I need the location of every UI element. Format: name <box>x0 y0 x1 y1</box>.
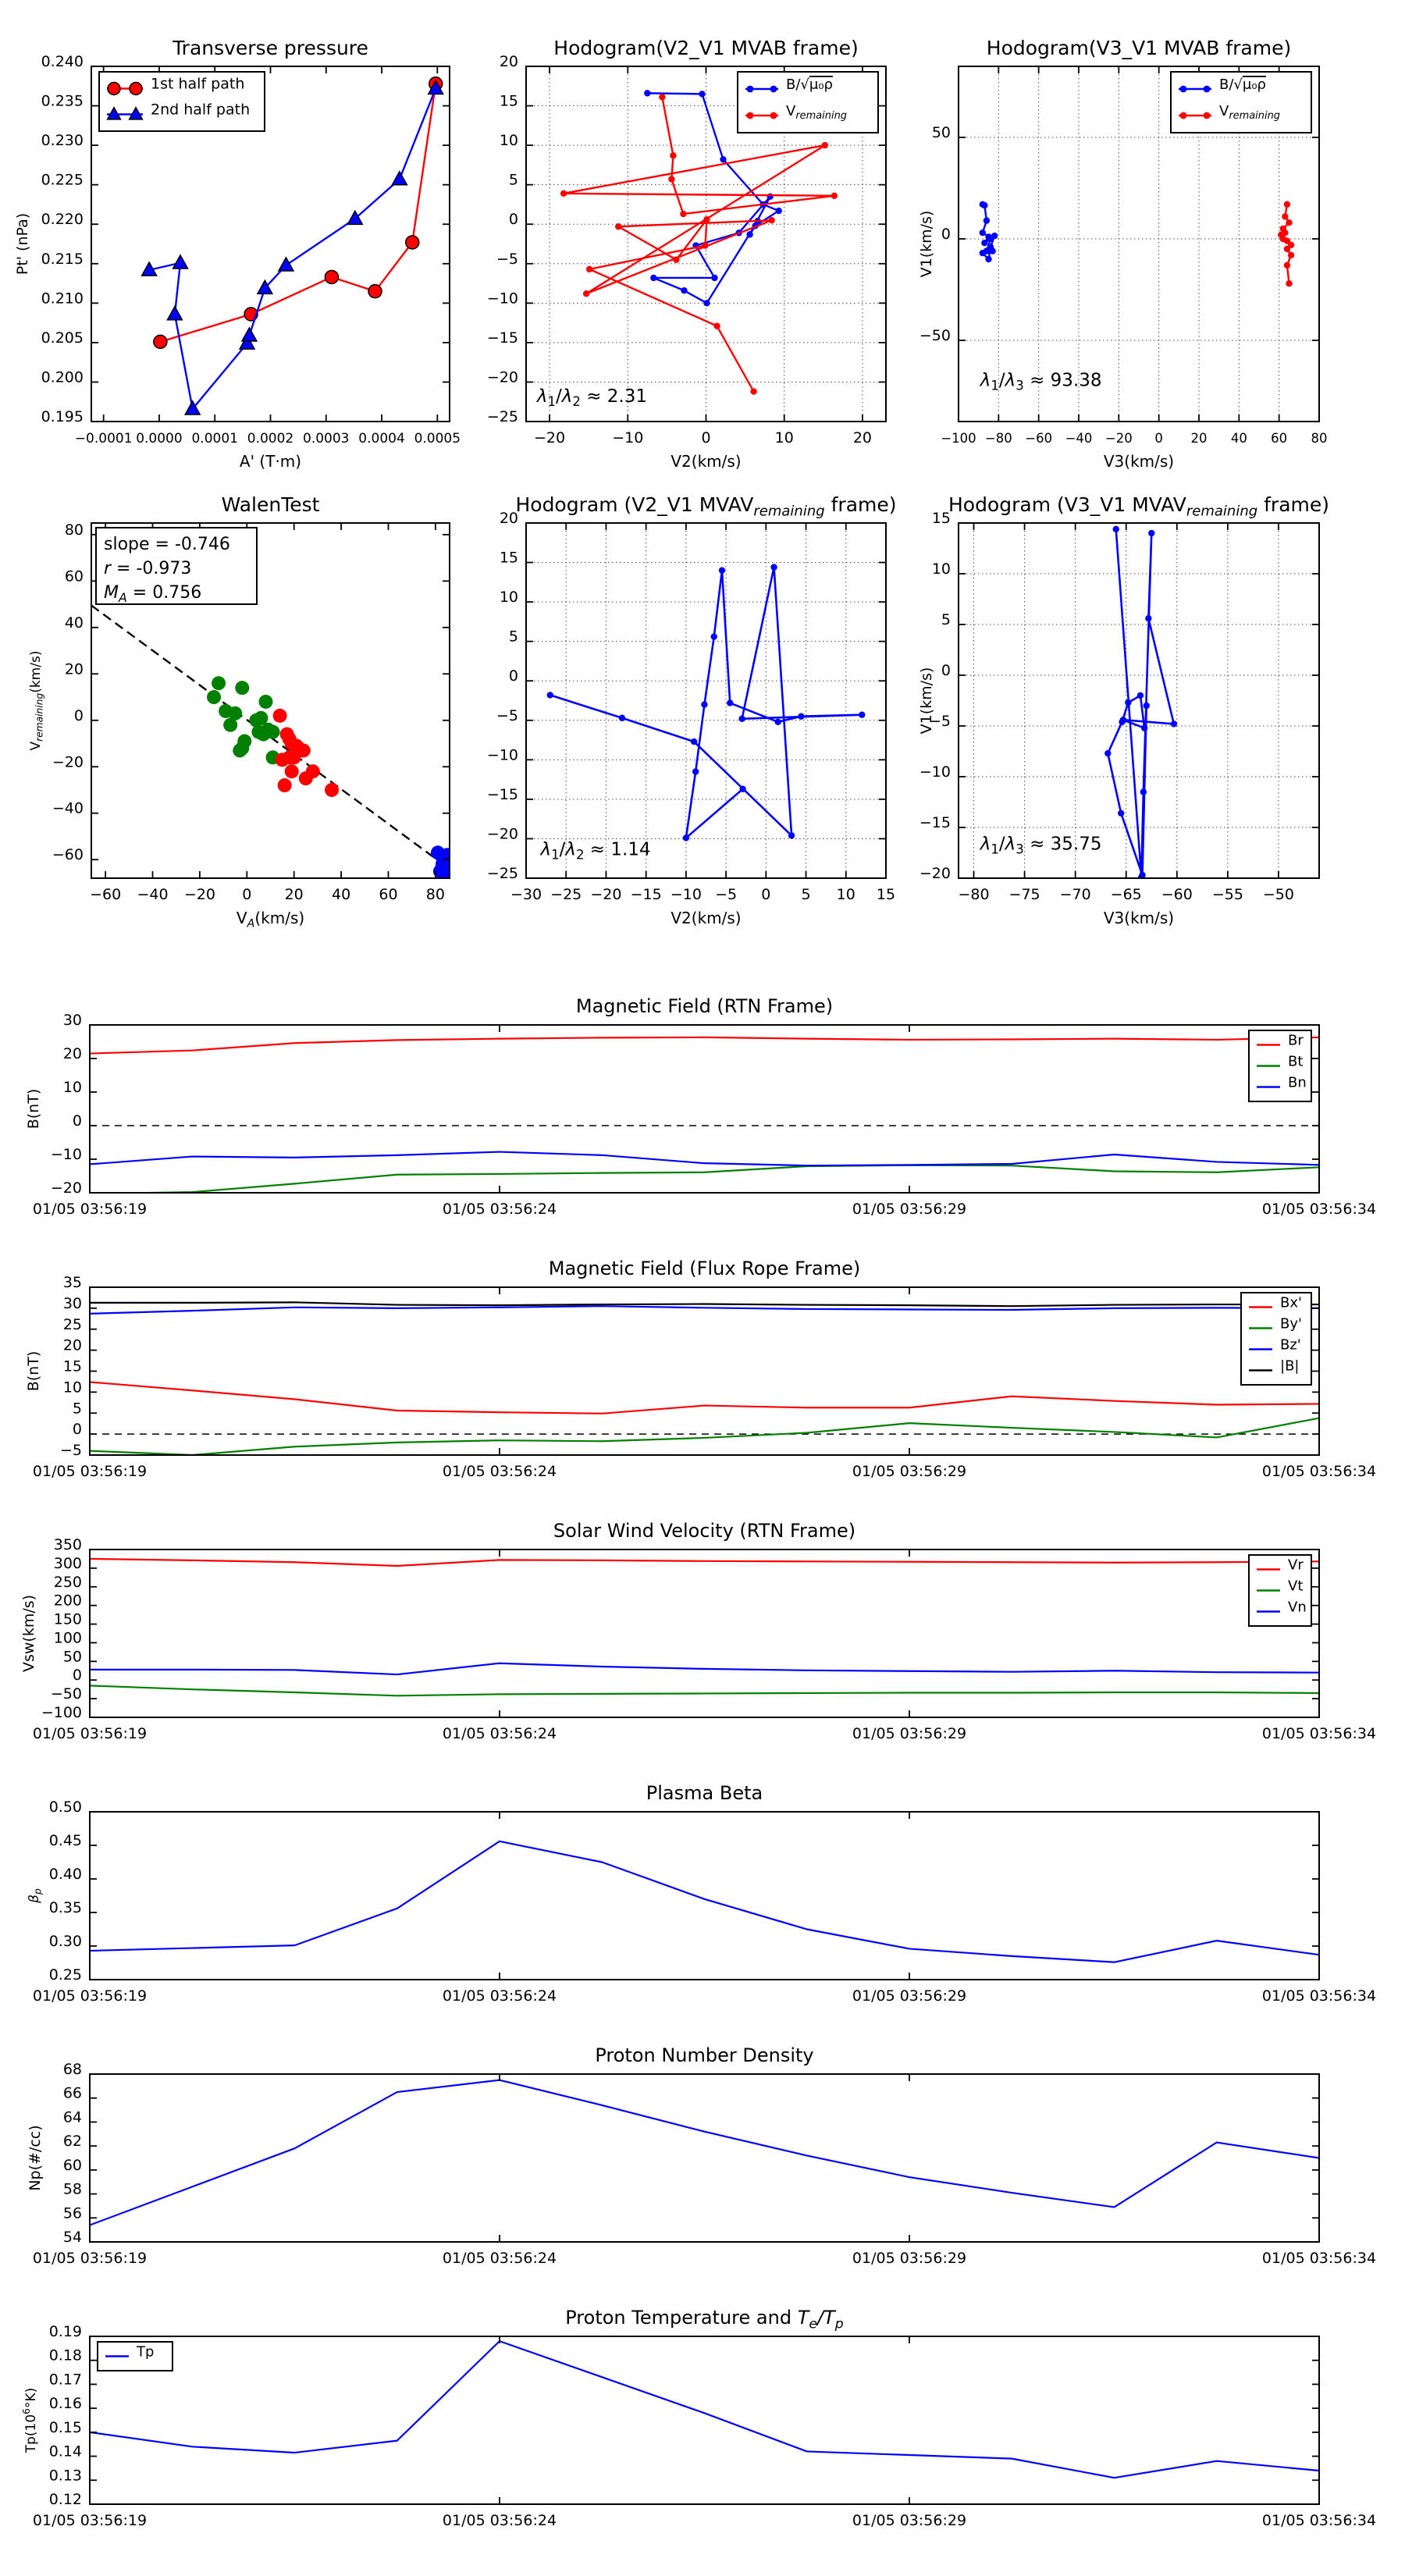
chart-title: WalenTest <box>221 493 320 516</box>
legend-label: Tp <box>137 2343 155 2361</box>
legend-label: $V_{remaining}$ <box>1219 103 1281 122</box>
y-tick-label: 0 <box>72 1667 82 1685</box>
series-Br <box>90 1037 1319 1054</box>
y-tick-label: 20 <box>499 510 518 527</box>
chart-title: Hodogram (V3_V1 $MVAV_{remaining}$ frame) <box>948 493 1330 520</box>
y-tick-label: 56 <box>62 2204 82 2222</box>
plot-hodogram-v3v1-mvab <box>919 37 1328 471</box>
x-tick-label: −40 <box>137 886 169 903</box>
legend <box>98 2342 173 2371</box>
chart-title: Transverse pressure <box>173 37 368 59</box>
x-tick-label: −15 <box>630 886 662 903</box>
y-tick-label: 64 <box>62 2108 82 2126</box>
y-tick-label: 0.14 <box>48 2443 82 2460</box>
series-Vn <box>90 1663 1319 1674</box>
plot-ts-vsw <box>20 1520 1376 1742</box>
y-tick-label: 20 <box>62 1336 82 1354</box>
legend-label: |B| <box>1280 1357 1300 1375</box>
y-tick-label: 30 <box>62 1012 82 1029</box>
y-tick-label: 5 <box>72 1400 82 1418</box>
y-axis-label: B(nT) <box>25 1350 42 1392</box>
y-tick-label: 0.230 <box>41 132 84 150</box>
chart-title: Magnetic Field (Flux Rope Frame) <box>548 1258 861 1279</box>
plot-ts-beta <box>27 1782 1376 2005</box>
y-tick-label: −25 <box>486 865 518 882</box>
legend <box>1171 72 1311 133</box>
x-tick-label: −80 <box>958 886 990 903</box>
x-tick-label: −30 <box>510 886 542 903</box>
x-tick-label: 01/05 03:56:29 <box>852 1725 967 1742</box>
y-tick-label: 10 <box>499 589 518 607</box>
x-tick-label: −20 <box>534 429 566 447</box>
y-tick-label: 0.235 <box>41 92 84 110</box>
axes-frame <box>90 1812 1319 1980</box>
ticks <box>33 2323 1376 2529</box>
axes-frame <box>526 523 886 878</box>
series-Np <box>90 2080 1319 2226</box>
y-axis-label: $\beta_p$ <box>27 1888 44 1903</box>
series-Tp <box>90 2341 1319 2478</box>
x-tick-label: 80 <box>425 886 445 903</box>
chart-title: Solar Wind Velocity (RTN Frame) <box>553 1520 856 1542</box>
axes-frame <box>90 1287 1319 1455</box>
x-tick-label: −0.0001 <box>74 431 133 447</box>
y-tick-label: −15 <box>486 785 518 803</box>
legend-label: Bz' <box>1280 1336 1301 1354</box>
series-B-mag <box>90 1302 1319 1306</box>
annotation: $\lambda_1/\lambda_3 \approx 35.75$ <box>980 834 1102 857</box>
legend-label: Bt <box>1288 1053 1304 1070</box>
y-tick-label: 0 <box>73 706 84 724</box>
x-tick-label: 01/05 03:56:19 <box>32 1725 148 1742</box>
legend-label: $V_{remaining}$ <box>786 103 848 122</box>
y-tick-label: 30 <box>62 1294 82 1312</box>
plot-ts-tp <box>21 2307 1376 2529</box>
x-tick-label: 01/05 03:56:19 <box>32 2250 148 2267</box>
y-tick-label: 5 <box>508 628 518 646</box>
y-tick-label: −20 <box>919 865 951 882</box>
legend-label: B/√μ₀ρ <box>1219 76 1266 93</box>
y-tick-label: 0.215 <box>41 250 84 268</box>
x-tick-label: 01/05 03:56:24 <box>442 1725 557 1742</box>
y-tick-label: −40 <box>52 799 84 817</box>
x-tick-label: −25 <box>550 886 582 903</box>
x-axis-label: V3(km/s) <box>1103 452 1175 471</box>
x-tick-label: 5 <box>801 886 811 903</box>
x-tick-label: 0.0001 <box>191 431 238 447</box>
legend-label: By' <box>1280 1315 1302 1332</box>
x-tick-label: 01/05 03:56:19 <box>32 1987 148 2005</box>
y-tick-label: −5 <box>496 706 518 724</box>
x-tick-label: 0.0004 <box>358 431 405 447</box>
stats-line: slope = -0.746 <box>104 535 230 554</box>
series-beta-p <box>90 1841 1319 1962</box>
y-tick-label: 100 <box>53 1629 82 1647</box>
x-axis-label: V2(km/s) <box>670 909 742 927</box>
y-tick-label: 0 <box>508 667 518 685</box>
ticks <box>33 1799 1376 2005</box>
ticks <box>33 1012 1376 1218</box>
y-tick-label: 20 <box>499 53 518 70</box>
x-tick-label: 40 <box>331 886 351 903</box>
y-tick-label: 0.50 <box>48 1799 82 1816</box>
x-tick-label: 01/05 03:56:19 <box>32 1201 148 1218</box>
y-tick-label: 0 <box>72 1112 82 1130</box>
series-Vr <box>90 1559 1319 1566</box>
axes-frame <box>90 2336 1319 2504</box>
x-tick-label: 01/05 03:56:29 <box>852 1201 967 1218</box>
x-tick-label: 40 <box>1230 431 1247 446</box>
x-axis-label: V3(km/s) <box>1103 909 1175 927</box>
y-tick-label: −5 <box>928 713 951 730</box>
x-tick-label: −10 <box>612 429 644 447</box>
y-tick-label: 80 <box>64 521 84 539</box>
legend <box>1249 1555 1311 1626</box>
x-tick-label: −60 <box>90 886 122 903</box>
y-tick-label: −25 <box>486 408 518 425</box>
y-tick-label: 0.13 <box>48 2467 82 2485</box>
chart-title: Hodogram(V2_V1 MVAB frame) <box>553 37 859 59</box>
annotation: $\lambda_1/\lambda_2 \approx 2.31$ <box>536 386 648 410</box>
y-tick-label: 5 <box>508 171 518 189</box>
stats-line: r = -0.973 <box>104 559 192 578</box>
y-tick-label: 0.16 <box>48 2395 82 2413</box>
y-tick-label: 10 <box>62 1079 82 1096</box>
y-tick-label: −60 <box>52 846 84 864</box>
y-tick-label: −20 <box>50 1179 82 1197</box>
y-tick-label: 0.18 <box>48 2347 82 2364</box>
y-tick-label: 0 <box>508 211 518 229</box>
y-tick-label: 0.45 <box>48 1832 82 1849</box>
x-tick-label: −20 <box>1104 431 1133 446</box>
y-tick-label: −50 <box>919 327 951 344</box>
y-tick-label: 68 <box>62 2061 82 2078</box>
x-tick-label: −55 <box>1211 886 1243 903</box>
x-tick-label: 0 <box>701 429 711 447</box>
y-tick-label: 35 <box>62 1274 82 1291</box>
plot-hodogram-v3v1-mvav <box>919 493 1329 927</box>
x-tick-label: 0 <box>242 886 252 903</box>
y-tick-label: −10 <box>486 746 518 764</box>
gridlines <box>526 523 886 878</box>
y-tick-label: 40 <box>64 614 84 632</box>
x-tick-label: 01/05 03:56:29 <box>852 2512 967 2529</box>
y-tick-label: 0.30 <box>48 1933 82 1950</box>
plot-hodogram-v2v1-mvav <box>487 493 935 927</box>
series-Bn <box>90 1152 1319 1166</box>
series-B-sqrt-mu0rho <box>980 201 998 263</box>
y-tick-label: 15 <box>62 1357 82 1375</box>
y-axis-label: Np(#/cc) <box>27 2125 44 2191</box>
axes-frame <box>90 2074 1319 2242</box>
y-tick-label: −5 <box>496 250 518 268</box>
x-tick-label: 01/05 03:56:34 <box>1261 1725 1377 1742</box>
series-inbound-green <box>207 676 279 764</box>
x-axis-label: V2(km/s) <box>670 452 742 471</box>
y-axis-label: Pt' (nPa) <box>14 212 31 276</box>
y-tick-label: −20 <box>52 753 84 771</box>
series-Bx-prime <box>90 1382 1319 1413</box>
x-tick-label: −50 <box>1262 886 1294 903</box>
x-tick-label: 0 <box>1154 431 1163 446</box>
x-tick-label: −5 <box>715 886 738 903</box>
y-tick-label: −20 <box>486 825 518 843</box>
y-tick-label: 0.240 <box>41 53 84 70</box>
stats-line: $M_A = 0.756$ <box>104 583 202 605</box>
legend-label: Vt <box>1288 1578 1304 1595</box>
x-tick-label: 01/05 03:56:19 <box>32 2512 148 2529</box>
plot-transverse-pressure <box>14 37 461 471</box>
y-tick-label: 0.210 <box>41 290 84 308</box>
x-tick-label: 01/05 03:56:29 <box>852 1463 967 1480</box>
y-tick-label: 150 <box>53 1610 82 1628</box>
x-tick-label: 20 <box>284 886 304 903</box>
chart-title: Proton Number Density <box>595 2044 814 2066</box>
y-tick-label: 5 <box>941 611 951 628</box>
plot-ts-np <box>27 2044 1376 2267</box>
x-tick-label: 01/05 03:56:24 <box>442 2250 557 2267</box>
y-tick-label: 60 <box>64 568 84 585</box>
x-tick-label: 80 <box>1311 431 1328 446</box>
x-tick-label: 20 <box>852 429 873 447</box>
y-tick-label: −50 <box>50 1685 82 1703</box>
y-tick-label: 15 <box>931 510 951 527</box>
y-tick-label: 66 <box>62 2084 82 2102</box>
x-tick-label: −80 <box>984 431 1012 446</box>
plot-ts-b-rtn <box>25 995 1376 1218</box>
legend-label: Bn <box>1288 1074 1307 1091</box>
y-tick-label: 0.200 <box>41 368 84 386</box>
plot-ts-b-fluxrope <box>25 1258 1376 1480</box>
y-tick-label: 50 <box>931 124 951 141</box>
x-tick-label: 01/05 03:56:24 <box>442 1201 557 1218</box>
x-tick-label: −40 <box>1065 431 1093 446</box>
legend <box>1241 1293 1311 1385</box>
x-tick-label: 0.0000 <box>136 431 183 447</box>
y-tick-label: 54 <box>62 2229 82 2246</box>
y-tick-label: −10 <box>919 763 951 781</box>
y-tick-label: 0.205 <box>41 329 84 347</box>
series-By-prime <box>90 1418 1319 1455</box>
x-tick-label: −60 <box>1161 886 1193 903</box>
y-axis-label: B(nT) <box>25 1088 42 1130</box>
gridlines <box>959 523 1319 878</box>
annotation: $\lambda_1/\lambda_2 \approx 1.14$ <box>540 839 651 863</box>
y-tick-label: 0.35 <box>48 1899 82 1916</box>
ticks <box>33 2061 1376 2267</box>
y-axis-label: Vsw(km/s) <box>20 1594 37 1673</box>
x-tick-label: −10 <box>670 886 702 903</box>
chart-title: Magnetic Field (RTN Frame) <box>575 995 834 1017</box>
x-tick-label: −20 <box>183 886 215 903</box>
x-tick-label: 60 <box>1271 431 1288 446</box>
y-tick-label: −15 <box>486 329 518 347</box>
plot-hodogram-v2v1-mvab <box>487 37 935 471</box>
x-tick-label: −70 <box>1059 886 1091 903</box>
chart-title: Proton Temperature and $T_e/T_p$ <box>565 2307 844 2332</box>
x-tick-label: 20 <box>1190 431 1208 446</box>
legend <box>738 72 878 133</box>
chart-title: Plasma Beta <box>646 1782 763 1804</box>
y-axis-label: V1(km/s) <box>918 210 935 278</box>
y-tick-label: 250 <box>53 1573 82 1591</box>
y-tick-label: 15 <box>499 92 518 110</box>
x-axis-label: A' (T·m) <box>239 452 302 471</box>
y-tick-label: 0.12 <box>48 2491 82 2508</box>
x-tick-label: 01/05 03:56:34 <box>1261 1987 1377 2005</box>
y-tick-label: 10 <box>931 560 951 578</box>
y-tick-label: 60 <box>62 2156 82 2174</box>
legend <box>1249 1030 1311 1101</box>
y-axis-label: $Tp(10^6^\circ K)$ <box>21 2387 39 2453</box>
y-tick-label: 0.225 <box>41 171 84 189</box>
x-tick-label: 01/05 03:56:24 <box>442 2512 557 2529</box>
y-tick-label: 0.195 <box>41 408 84 425</box>
legend-label: Bx' <box>1280 1294 1302 1311</box>
y-tick-label: −15 <box>919 814 951 831</box>
x-tick-label: 01/05 03:56:34 <box>1261 1201 1377 1218</box>
y-tick-label: 50 <box>62 1648 82 1666</box>
y-axis-label: V1(km/s) <box>918 667 935 735</box>
x-tick-label: 10 <box>774 429 794 447</box>
y-tick-label: −100 <box>41 1704 82 1721</box>
y-tick-label: 10 <box>62 1379 82 1397</box>
series-Vt <box>90 1685 1319 1695</box>
x-tick-label: 60 <box>379 886 398 903</box>
y-tick-label: 300 <box>53 1554 82 1572</box>
y-tick-label: 0.17 <box>48 2371 82 2389</box>
x-tick-label: −60 <box>1025 431 1053 446</box>
x-tick-label: 0.0005 <box>414 431 461 447</box>
y-tick-label: 0.40 <box>48 1866 82 1883</box>
y-tick-label: 0.15 <box>48 2418 82 2436</box>
y-tick-label: 0 <box>941 662 951 679</box>
series-Bz-prime <box>90 1306 1319 1314</box>
legend <box>99 72 265 131</box>
x-tick-label: 10 <box>836 886 855 903</box>
chart-title: Hodogram (V2_V1 $MVAV_{remaining}$ frame) <box>515 493 897 520</box>
x-tick-label: −75 <box>1008 886 1040 903</box>
y-tick-label: −10 <box>486 290 518 308</box>
legend-label: 1st half path <box>151 75 245 93</box>
axes-frame <box>959 523 1319 878</box>
y-tick-label: 25 <box>62 1315 82 1333</box>
y-tick-label: −20 <box>486 368 518 386</box>
x-tick-label: 15 <box>876 886 896 903</box>
ticks <box>33 1536 1376 1742</box>
y-tick-label: 0.19 <box>48 2323 82 2340</box>
series-outbound-red <box>273 709 339 797</box>
plot-walen-test <box>28 493 457 930</box>
legend-label: Vn <box>1288 1599 1307 1616</box>
x-tick-label: −100 <box>941 431 976 446</box>
x-tick-label: 01/05 03:56:29 <box>852 2250 967 2267</box>
series-V-remaining <box>1278 201 1294 287</box>
x-tick-label: −20 <box>590 886 622 903</box>
y-tick-label: 0.25 <box>48 1966 82 1984</box>
legend-label: B/√μ₀ρ <box>786 76 833 93</box>
x-tick-label: 01/05 03:56:24 <box>442 1987 557 2005</box>
y-tick-label: 0 <box>72 1421 82 1439</box>
y-tick-label: −10 <box>50 1146 82 1163</box>
axes-frame <box>90 1025 1319 1193</box>
legend-label: Vr <box>1288 1557 1304 1574</box>
chart-title: Hodogram(V3_V1 MVAB frame) <box>986 37 1292 59</box>
x-tick-label: 0.0002 <box>247 431 294 447</box>
y-tick-label: 20 <box>62 1045 82 1062</box>
series-Bt <box>90 1165 1319 1194</box>
x-tick-label: 01/05 03:56:29 <box>852 1987 967 2005</box>
series-edge-blue <box>431 845 457 878</box>
y-tick-label: 10 <box>499 132 518 150</box>
y-tick-label: 58 <box>62 2180 82 2198</box>
y-tick-label: 0 <box>941 226 951 243</box>
x-tick-label: 0 <box>761 886 771 903</box>
y-tick-label: 20 <box>64 660 84 678</box>
y-tick-label: −5 <box>59 1442 82 1459</box>
x-tick-label: 01/05 03:56:34 <box>1261 2512 1377 2529</box>
x-axis-label: $V_A(km/s)$ <box>236 909 305 930</box>
x-tick-label: 01/05 03:56:34 <box>1261 2250 1377 2267</box>
x-tick-label: −65 <box>1110 886 1142 903</box>
legend-label: 2nd half path <box>151 101 251 119</box>
y-tick-label: 0.220 <box>41 211 84 229</box>
x-tick-label: 01/05 03:56:34 <box>1261 1463 1377 1480</box>
x-tick-label: 0.0003 <box>303 431 350 447</box>
annotation: $\lambda_1/\lambda_3 \approx 93.38$ <box>980 370 1102 393</box>
y-tick-label: 15 <box>499 549 518 567</box>
stats-box <box>96 528 257 605</box>
x-tick-label: 01/05 03:56:19 <box>32 1463 148 1480</box>
x-tick-label: 01/05 03:56:24 <box>442 1463 557 1480</box>
legend-label: Br <box>1288 1032 1304 1049</box>
y-tick-label: 200 <box>53 1592 82 1610</box>
y-tick-label: 350 <box>53 1536 82 1553</box>
y-tick-label: 62 <box>62 2133 82 2151</box>
y-axis-label: $V_{remaining}(km/s)$ <box>28 650 45 751</box>
